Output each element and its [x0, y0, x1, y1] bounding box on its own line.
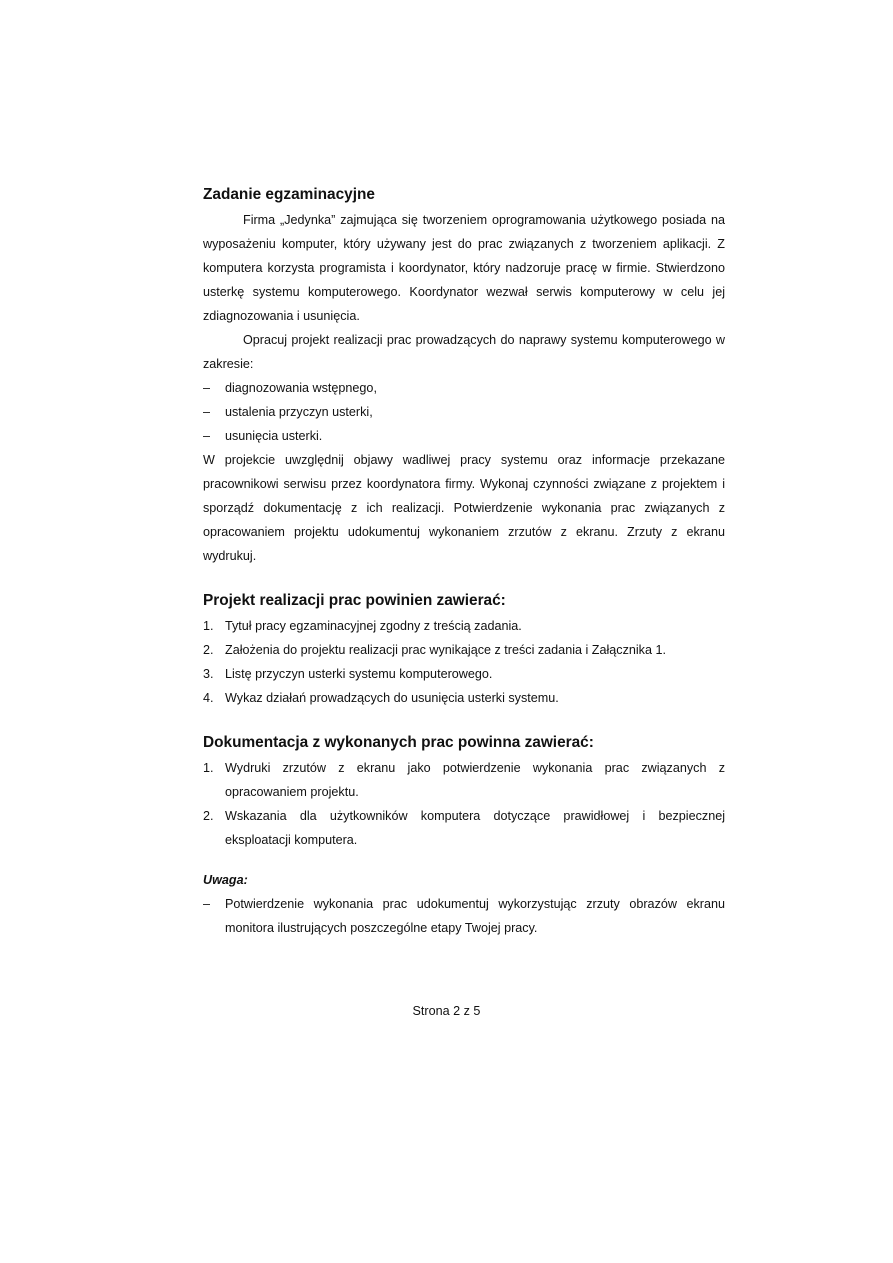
documentation-section-title: Dokumentacja z wykonanych prac powinna zawierać: — [203, 734, 594, 751]
list-item: 2. Założenia do projektu realizacji prac wynikające z treści zadania i Załącznika 1. — [203, 643, 666, 657]
list-item: 3. Listę przyczyn usterki systemu komputerowego. — [203, 667, 493, 681]
project-section-title: Projekt realizacji prac powinien zawierać: — [203, 592, 506, 609]
list-item: – Potwierdzenie wykonania prac udokumentuj wykorzystując zrzuty obrazów ekranu monitora ilustrujących poszczególne etapy Twojej pracy. — [203, 897, 725, 935]
documentation-list — [203, 756, 725, 852]
page-number: Strona 2 z 5 — [412, 1004, 481, 1018]
task-title: Zadanie egzaminacyjne — [203, 186, 375, 203]
list-item: – usunięcia usterki. — [203, 429, 323, 443]
task-paragraph-2: Opracuj projekt realizacji prac prowadzących do naprawy systemu komputerowego w zakresie: — [203, 333, 725, 371]
list-item: 1. Tytuł pracy egzaminacyjnej zgodny z treścią zadania. — [203, 619, 522, 633]
note-list — [203, 892, 725, 940]
scope-list — [203, 376, 725, 448]
list-item: 1. Wydruki zrzutów z ekranu jako potwierdzenie wykonania prac związanych z opracowaniem projektu. — [203, 761, 725, 799]
task-paragraph-1: Firma „Jedynka” zajmująca się tworzeniem oprogramowania użytkowego posiada na wyposażeniu komputer, który używany jest do prac związanych z tworzeniem aplikacji. Z komputera korzysta programista i koordynator, który nadzoruje pracę w firmie. Stwierdzono usterkę systemu komputerowego. Koordynator wezwał serwis komputerowy w celu jej zdiagnozowania i usunięcia. — [203, 213, 725, 323]
note-title: Uwaga: — [203, 873, 248, 887]
list-item: 4. Wykaz działań prowadzących do usunięcia usterki systemu. — [203, 691, 559, 705]
list-item: – diagnozowania wstępnego, — [203, 381, 377, 395]
document-page — [203, 184, 725, 940]
list-item: 2. Wskazania dla użytkowników komputera dotyczące prawidłowej i bezpiecznej eksploatacji komputera. — [203, 809, 725, 847]
task-paragraph-3: W projekcie uwzględnij objawy wadliwej pracy systemu oraz informacje przekazane pracownikowi serwisu przez koordynatora firmy. Wykonaj czynności związane z projektem i sporządź dokumentację z ich realizacji. Potwierdzenie wykonania prac związanych z opracowaniem projektu udokumentuj wykonaniem zrzutów z ekranu. Zrzuty z ekranu wydrukuj. — [203, 453, 725, 563]
project-list — [203, 614, 725, 710]
list-item: – ustalenia przyczyn usterki, — [203, 405, 373, 419]
